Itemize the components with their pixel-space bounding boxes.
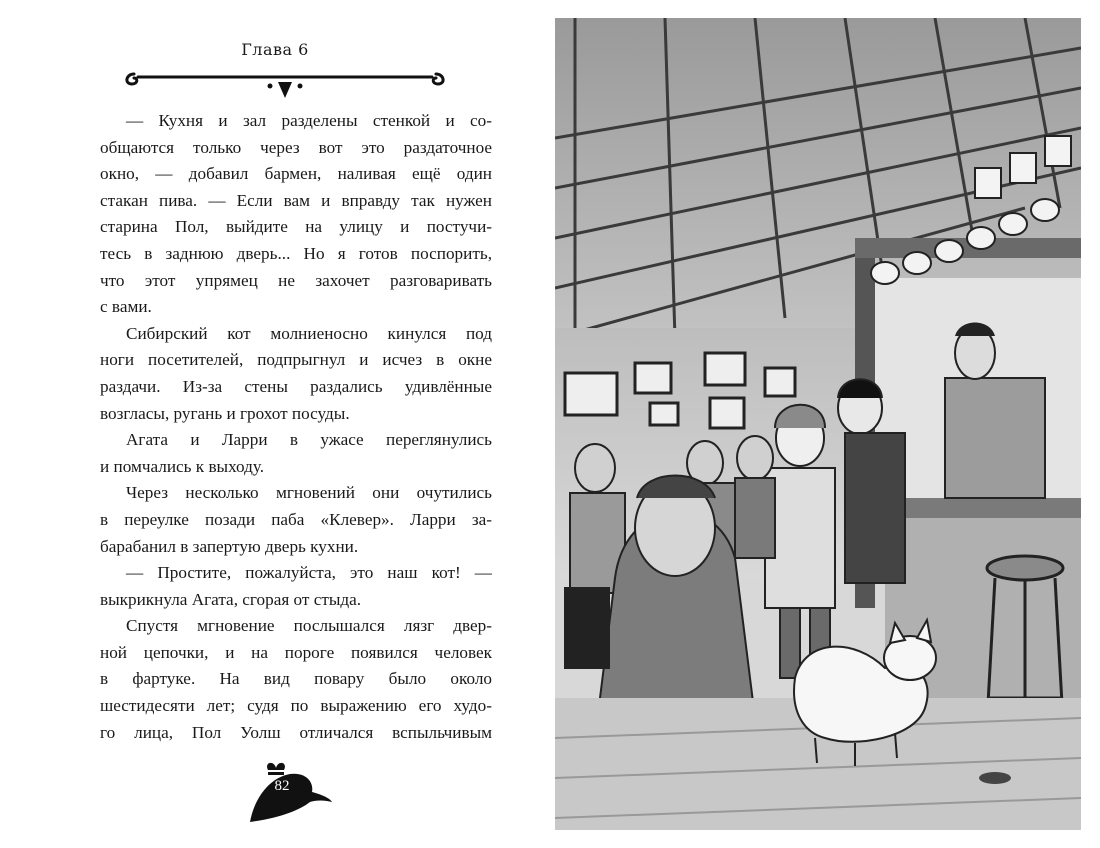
- illustration-drawing: [555, 18, 1081, 830]
- pub-illustration: [555, 18, 1081, 830]
- body-text: [100, 108, 492, 746]
- text-line: Агата и Ларри в ужасе переглянулись: [126, 430, 492, 450]
- text-line: в переулке позади паба «Клевер». Ларри за-: [100, 509, 492, 529]
- text-line: окно, — добавил бармен, наливая ещё один: [100, 164, 492, 184]
- text-line: выкрикнула Агата, сгорая от стыда.: [100, 589, 362, 609]
- text-line: ноги посетителей, подпрыгнул и исчез в окне: [100, 350, 492, 370]
- text-line: — Кухня и зал разделены стенкой и со-: [126, 111, 492, 130]
- text-line: старина Пол, выйдите на улицу и постучи-: [100, 217, 492, 237]
- text-line: — Простите, пожалуйста, это наш кот! —: [126, 563, 492, 583]
- text-line: шестидесяти лет; судя по выражению его худо-: [100, 696, 492, 716]
- text-line: Через несколько мгновений они очутились: [126, 483, 492, 503]
- page-number-badge: [240, 760, 336, 832]
- text-line: раздачи. Из-за стены раздались удивлённые: [100, 376, 492, 396]
- text-line: ной цепочки, и на пороге появился человек: [100, 642, 492, 662]
- hat-icon: [240, 760, 336, 832]
- ornament-divider: [120, 60, 450, 100]
- chapter-header: Глава 6: [241, 40, 309, 59]
- text-line: в фартуке. На вид повару было около: [100, 669, 492, 689]
- text-line: с вами.: [100, 297, 152, 317]
- text-line: общаются только через вот это раздаточное: [100, 137, 492, 157]
- text-line: тесь в заднюю дверь... Но я готов поспорить,: [100, 243, 492, 263]
- text-line: стакан пива. — Если вам и вправду так нужен: [100, 190, 492, 210]
- page-number: 82: [274, 778, 290, 794]
- text-line: го лица, Пол Уолш отличался вспыльчивым: [100, 722, 492, 742]
- text-line: барабанил в запертую дверь кухни.: [100, 536, 359, 556]
- text-line: Спустя мгновение послышался лязг двер-: [126, 616, 492, 636]
- text-line: что этот упрямец не захочет разговаривать: [100, 270, 492, 290]
- text-line: возгласы, ругань и грохот посуды.: [100, 403, 350, 423]
- text-line: и помчались к выходу.: [100, 456, 265, 476]
- text-line: Сибирский кот молниеносно кинулся под: [126, 323, 492, 343]
